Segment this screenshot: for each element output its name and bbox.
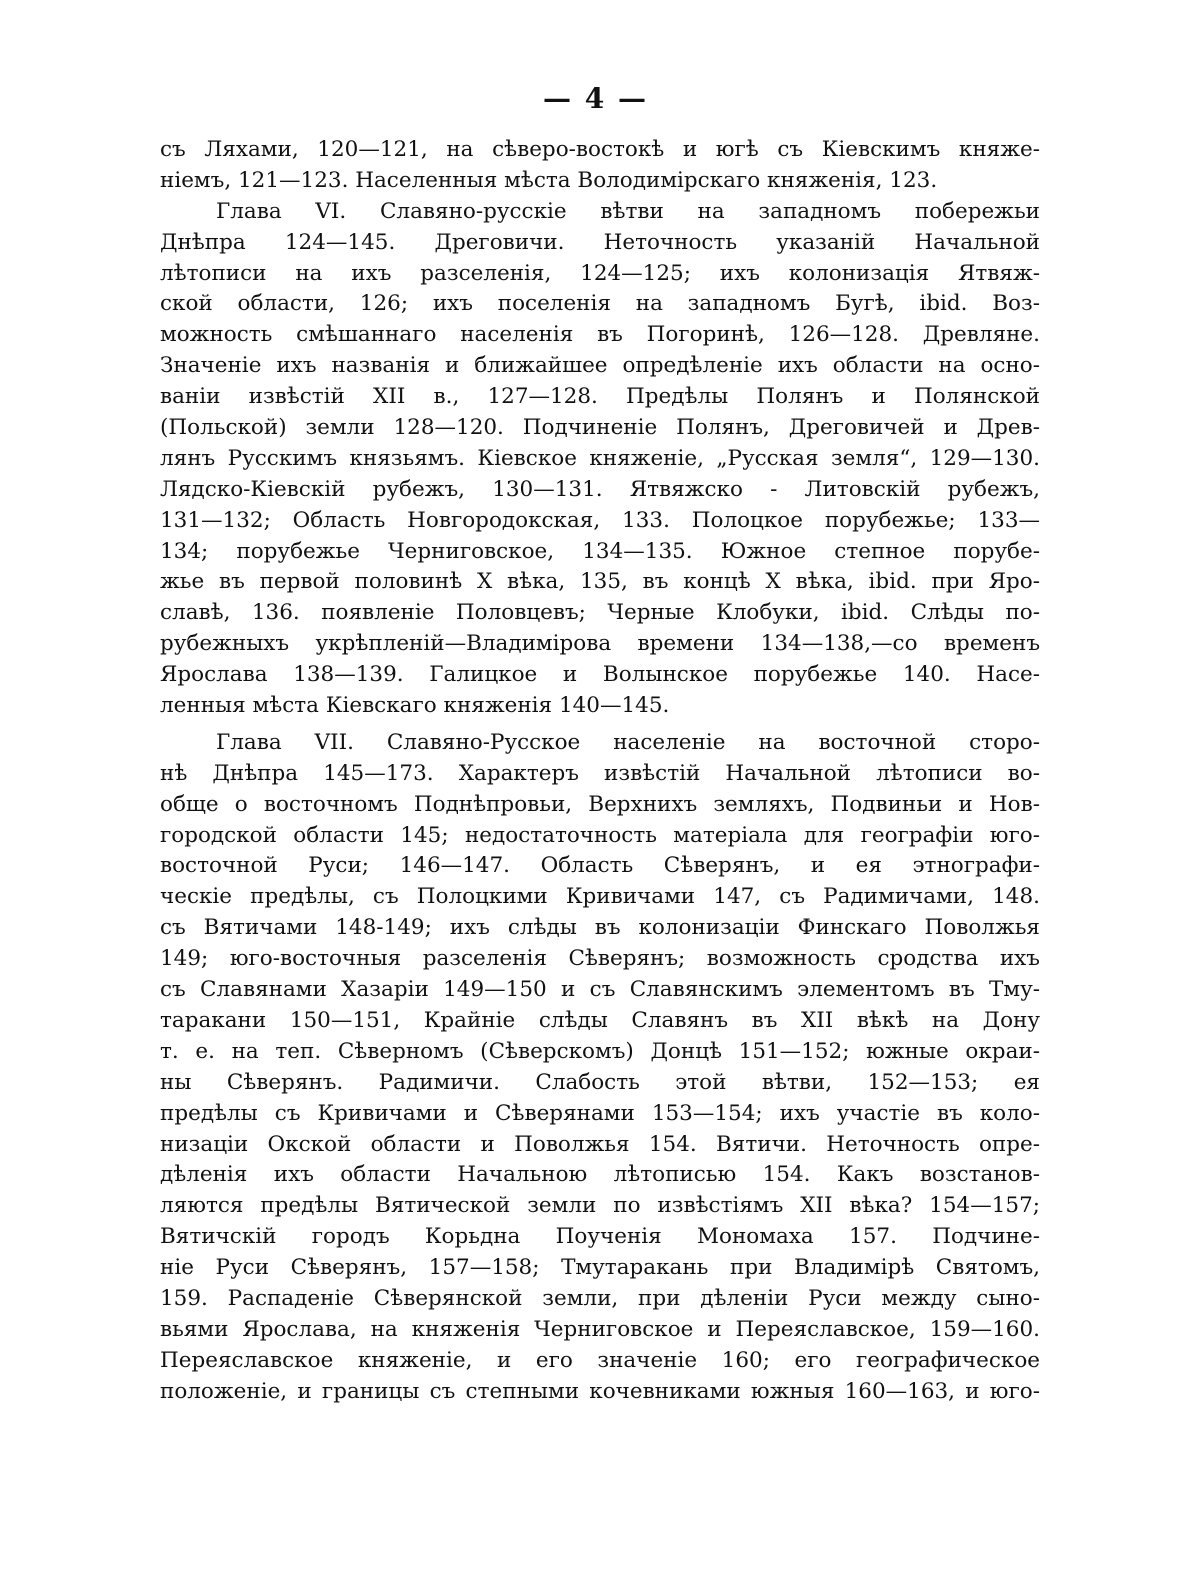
text-line: Ярослава 138—139. Галицкое и Волынское порубежье 140. Насе- [160,662,1040,688]
text-line: низаціи Окской области и Поволжья 154. Вятичи. Неточность опре- [160,1131,1040,1157]
text-line: дѣленія ихъ области Начальною лѣтописью 154. Какъ возстанов- [160,1162,1040,1188]
text-line: съ Славянами Хазаріи 149—150 и съ Славянскимъ элементомъ въ Тму- [160,977,1040,1003]
text-line: положеніе, и границы съ степными кочевниками южныя 160—163, и юго- [160,1378,1040,1404]
text-line: съ Вятичами 148-149; ихъ слѣды въ колонизаціи Финскаго Поволжья [160,915,1040,941]
text-line: 131—132; Область Новгородокская, 133. Полоцкое порубежье; 133— [160,507,1040,533]
text-line: Вятичскій городъ Корьдна Поученія Мономаха 157. Подчине- [160,1224,1040,1250]
text-line: жье въ первой половинѣ X вѣка, 135, въ концѣ X вѣка, ibid. при Яро- [160,569,1040,595]
paragraph-2 [160,197,1040,722]
text-line: городской области 145; недостаточность матеріала для географіи юго- [160,822,1040,848]
text-line: ской области, 126; ихъ поселенія на западномъ Бугѣ, ibid. Воз- [160,291,1040,317]
text-line: Лядско-Кіевскій рубежъ, 130—131. Ятвяжско - Литовскій рубежъ, [160,476,1040,502]
text-line: 159. Распаденіе Сѣверянской земли, при дѣленіи Руси между сыно- [160,1285,1040,1311]
text-line: Глава VI. Славяно-русскіе вѣтви на западномъ побережьи [216,198,1040,224]
text-line: Значеніе ихъ названія и ближайшее опредѣленіе ихъ области на осно- [160,353,1040,379]
text-line: ленныя мѣста Кіевскаго княженія 140—145. [160,693,670,719]
text-block [160,135,1040,1408]
text-line: лѣтописи на ихъ разселенія, 124—125; ихъ колонизація Ятвяж- [160,260,1040,286]
text-line: (Польской) земли 128—120. Подчиненіе Полянъ, Дреговичей и Древ- [160,415,1040,441]
text-line: можность смѣшаннаго населенія въ Погоринѣ, 126—128. Древляне. [160,322,1040,348]
text-line: рубежныхъ укрѣпленій—Владимірова времени 134—138,—со временъ [160,631,1040,657]
text-line: таракани 150—151, Крайніе слѣды Славянъ въ XII вѣкѣ на Дону [160,1007,1040,1033]
text-line: ляются предѣлы Вятической земли по извѣстіямъ XII вѣка? 154—157; [160,1193,1040,1219]
text-line: славѣ, 136. появленіе Половцевъ; Черные Клобуки, ibid. Слѣды по- [160,600,1040,626]
text-line: предѣлы съ Кривичами и Сѣверянами 153—154; ихъ участіе въ коло- [160,1100,1040,1126]
text-line: ніе Руси Сѣверянъ, 157—158; Тмутаракань при Владимірѣ Святомъ, [160,1255,1040,1281]
paragraph-3 [160,728,1040,1408]
paragraph-1 [160,135,1040,197]
text-line: ваніи извѣстій XII в., 127—128. Предѣлы Полянъ и Полянской [160,384,1040,410]
text-line: Глава VII. Славяно-Русское населеніе на восточной сторо- [216,729,1040,755]
text-line: ческіе предѣлы, съ Полоцкими Кривичами 147, съ Радимичами, 148. [160,884,1040,910]
text-line: ніемъ, 121—123. Населенныя мѣста Володимірскаго княженія, 123. [160,167,938,193]
text-line: Днѣпра 124—145. Дреговичи. Неточность указаній Начальной [160,229,1040,255]
text-line: обще о восточномъ Поднѣпровьи, Верхнихъ земляхъ, Подвиньи и Нов- [160,791,1040,817]
text-line: 149; юго-восточныя разселенія Сѣверянъ; возможность сродства ихъ [160,946,1040,972]
text-line: съ Ляхами, 120—121, на сѣверо-востокѣ и югѣ съ Кіевскимъ княже- [160,137,1040,162]
text-line: ны Сѣверянъ. Радимичи. Слабость этой вѣтви, 152—153; ея [160,1069,1040,1095]
text-line: вьями Ярослава, на княженія Черниговское и Переяславское, 159—160. [160,1316,1040,1342]
page-number: — 4 — [543,82,648,115]
text-line: нѣ Днѣпра 145—173. Характеръ извѣстій Начальной лѣтописи во- [160,760,1040,786]
text-line: Переяславское княженіе, и его значеніе 160; его географическое [160,1347,1040,1373]
text-line: восточной Руси; 146—147. Область Сѣверянъ, и ея этнографи- [160,853,1040,879]
text-line: лянъ Русскимъ князьямъ. Кіевское княженіе, „Русская земля“, 129—130. [160,445,1040,471]
text-line: т. е. на теп. Сѣверномъ (Сѣверскомъ) Донцѣ 151—152; южные окраи- [160,1038,1040,1064]
text-line: 134; порубежье Черниговское, 134—135. Южное степное порубе- [160,538,1040,564]
